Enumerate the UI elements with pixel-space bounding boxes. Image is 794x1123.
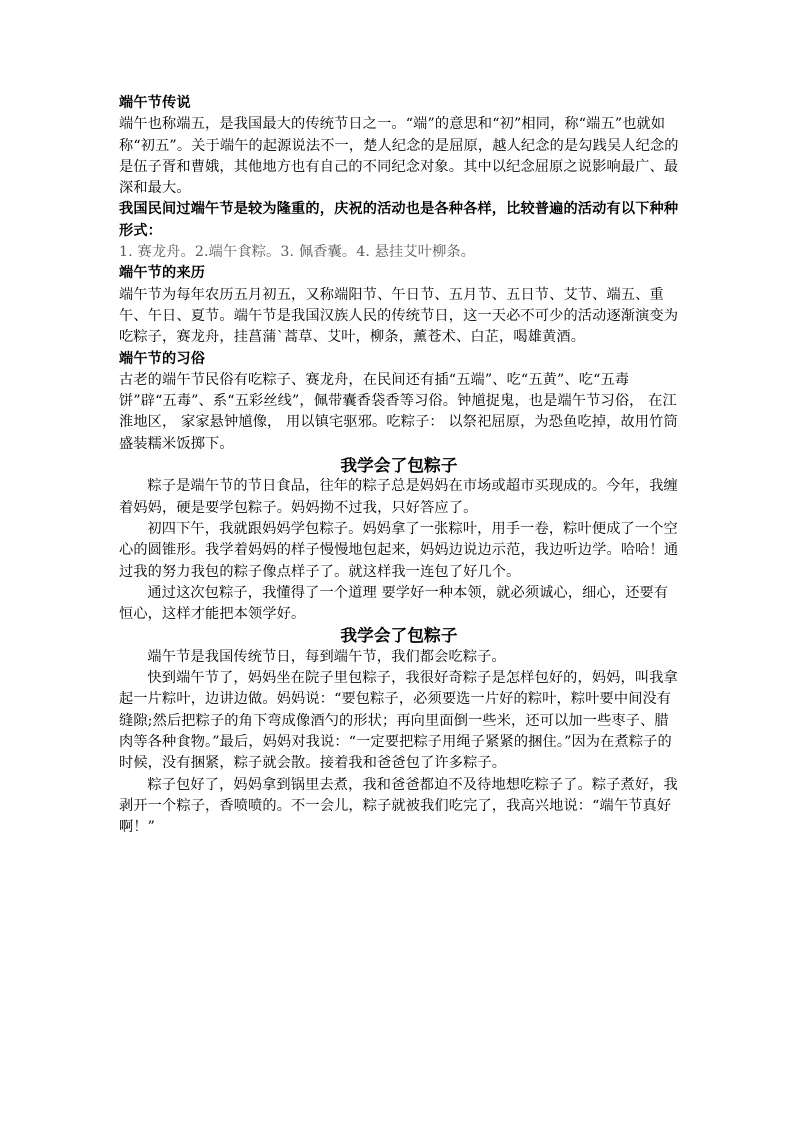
essay1-paragraph-1: 粽子是端午节的节日食品，往年的粽子总是妈妈在市场或超市买现成的。今年，我缠着妈妈，硬是要学包粽子。妈妈拗不过我，只好答应了。 [119, 478, 678, 516]
paragraph-customs-intro: 我国民间过端午节是较为隆重的，庆祝的活动也是各种各样，比较普遍的活动有以下种种形式： [119, 201, 679, 239]
essay2-paragraph-2: 快到端午节了，妈妈坐在院子里包粽子，我很好奇粽子是怎样包好的，妈妈，叫我拿起一片粽叶，边讲边做。妈妈说：“要包粽子，必须要选一片好的粽叶，粽叶要中间没有缝隙;然后把粽子的角下弯成像酒勺的形状；再向里面倒一些米，还可以加一些枣子、腊肉等各种食物。”最后，妈妈对我说：“一定要把粽子用绳子紧紧的捆住。”因为在煮粽子的时候，没有捆紧，粽子就会散。接着我和爸爸包了许多粽子。 [119, 670, 678, 772]
essay1-paragraph-3: 通过这次包粽子，我懂得了一个道理 要学好一种本领，就必须诚心，细心，还要有恒心，这样才能把本领学好。 [119, 584, 669, 623]
section-title-origin: 端午节的来历 [119, 265, 206, 282]
essay1-title: 我学会了包粽子 [340, 456, 458, 476]
essay2-paragraph-1: 端午节是我国传统节日，每到端午节，我们都会吃粽子。 [147, 648, 506, 665]
essay2-title: 我学会了包粽子 [340, 626, 458, 646]
document-page [119, 93, 679, 838]
paragraph-customs: 古老的端午节民俗有吃粽子、赛龙舟，在民间还有插“五端”、吃“五黄”、吃“五毒饼”辟“五毒”、系“五彩丝线”，佩带囊香袋香等习俗。钟馗捉鬼，也是端午节习俗， 在江淮地区， 家家悬钟馗像， 用以镇宅驱邪。吃粽子： 以祭祀屈原，为恐鱼吃掉，故用竹筒盛装糯米饭掷下。 [119, 371, 678, 452]
essay1-paragraph-2: 初四下午，我就跟妈妈学包粽子。妈妈拿了一张粽叶，用手一卷，粽叶便成了一个空心的圆锥形。我学着妈妈的样子慢慢地包起来，妈妈边说边示范，我边听边学。哈哈！通过我的努力我包的粽子像点样子了。就这样我一连包了好几个。 [119, 520, 679, 580]
paragraph-legend: 端午也称端五，是我国最大的传统节日之一。“端”的意思和“初”相同，称“端五”也就如称“初五”。关于端午的起源说法不一，楚人纪念的是屈原，越人纪念的是勾践吴人纪念的是伍子胥和曹娥，其他地方也有自己的不同纪念对象。其中以纪念屈原之说影响最广、最深和最大。 [119, 116, 679, 197]
section-title-legend: 端午节传说 [119, 95, 191, 111]
essay2-paragraph-3: 粽子包好了，妈妈拿到锅里去煮，我和爸爸都迫不及待地想吃粽子了。粽子煮好，我剥开一个粽子，香喷喷的。不一会儿，粽子就被我们吃完了，我高兴地说：“端午节真好啊！” [119, 776, 678, 836]
customs-list: 1. 赛龙舟。2.端午食粽。3. 佩香囊。4. 悬挂艾叶柳条。 [119, 244, 476, 261]
section-title-customs: 端午节的习俗 [119, 350, 206, 367]
paragraph-origin: 端午节为每年农历五月初五，又称端阳节、午日节、五月节、五日节、艾节、端五、重午、午日、夏节。端午节是我国汉族人民的传统节日，这一天必不可少的活动逐渐演变为吃粽子，赛龙舟，挂菖蒲`蒿草、艾叶，柳条，薰苍术、白芷，喝雄黄酒。 [119, 286, 679, 346]
